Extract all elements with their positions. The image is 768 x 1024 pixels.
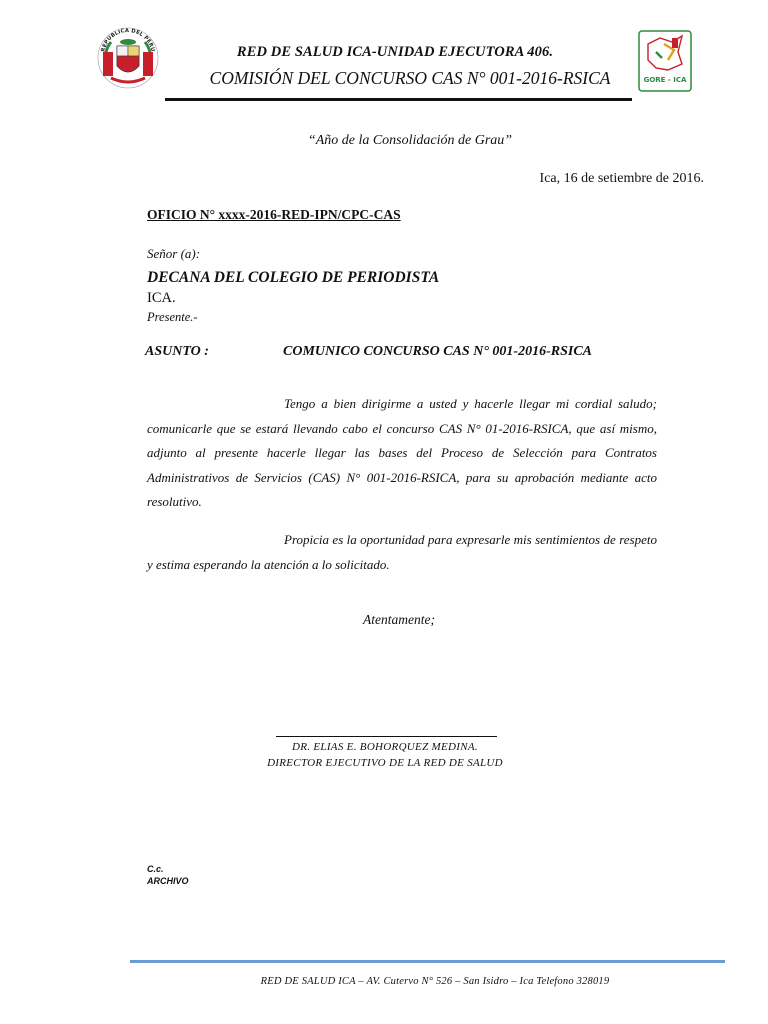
- recipient-presente: Presente.-: [147, 310, 198, 324]
- oficio-number: OFICIO N° xxxx-2016-RED-IPN/CPC-CAS: [147, 207, 401, 222]
- closing-phrase: Atentamente;: [363, 612, 435, 627]
- gore-logo-text: GORE - ICA: [643, 76, 687, 84]
- footer-address: RED DE SALUD ICA – AV. Cutervo N° 526 – San Isidro – Ica Telefono 328019: [260, 976, 610, 987]
- copy-archive: ARCHIVO: [147, 876, 189, 886]
- recipient-salutation: Señor (a):: [147, 246, 201, 261]
- signature-line: [276, 736, 497, 737]
- signatory-name: DR. ELIAS E. BOHORQUEZ MEDINA.: [292, 741, 478, 753]
- subject-value: COMUNICO CONCURSO CAS N° 001-2016-RSICA: [283, 344, 592, 359]
- header-divider: [165, 98, 632, 101]
- letter-date: Ica, 16 de setiembre de 2016.: [539, 171, 704, 186]
- year-motto: “Año de la Consolidación de Grau”: [307, 133, 513, 148]
- gore-ica-emblem-icon: [638, 30, 692, 92]
- signatory-title: DIRECTOR EJECUTIVO DE LA RED DE SALUD: [267, 757, 503, 769]
- peru-coat-of-arms-icon: [95, 22, 161, 90]
- body-paragraph-1: Tengo a bien dirigirme a usted y hacerle llegar mi cordial saludo; comunicarle que se estará llevando cabo el concurso CAS N° 01-2016-RSICA, que así mismo, adjunto al presente hacerle llegar las bases del Proceso de Selección para Contratos Administrativos de Servicios (CAS) N° 001-2016-RSICA, para su aprobación mediante acto resolutivo.: [147, 396, 657, 509]
- subject-label: ASUNTO :: [145, 344, 209, 359]
- recipient-city: ICA.: [147, 290, 176, 306]
- seal-text: REPUBLICA DEL PERU: [100, 27, 156, 53]
- header-institution: RED DE SALUD ICA-UNIDAD EJECUTORA 406.: [236, 44, 554, 60]
- recipient-name: DECANA DEL COLEGIO DE PERIODISTA: [147, 269, 440, 286]
- footer-divider: [130, 960, 725, 963]
- header-commission: COMISIÓN DEL CONCURSO CAS N° 001-2016-RSICA: [209, 68, 611, 88]
- gore-ica-logo: [638, 30, 692, 92]
- copy-label: C.c.: [147, 864, 164, 874]
- body-paragraph-2: Propicia es la oportunidad para expresarle mis sentimientos de respeto y estima esperando la atención a lo solicitado.: [147, 532, 657, 572]
